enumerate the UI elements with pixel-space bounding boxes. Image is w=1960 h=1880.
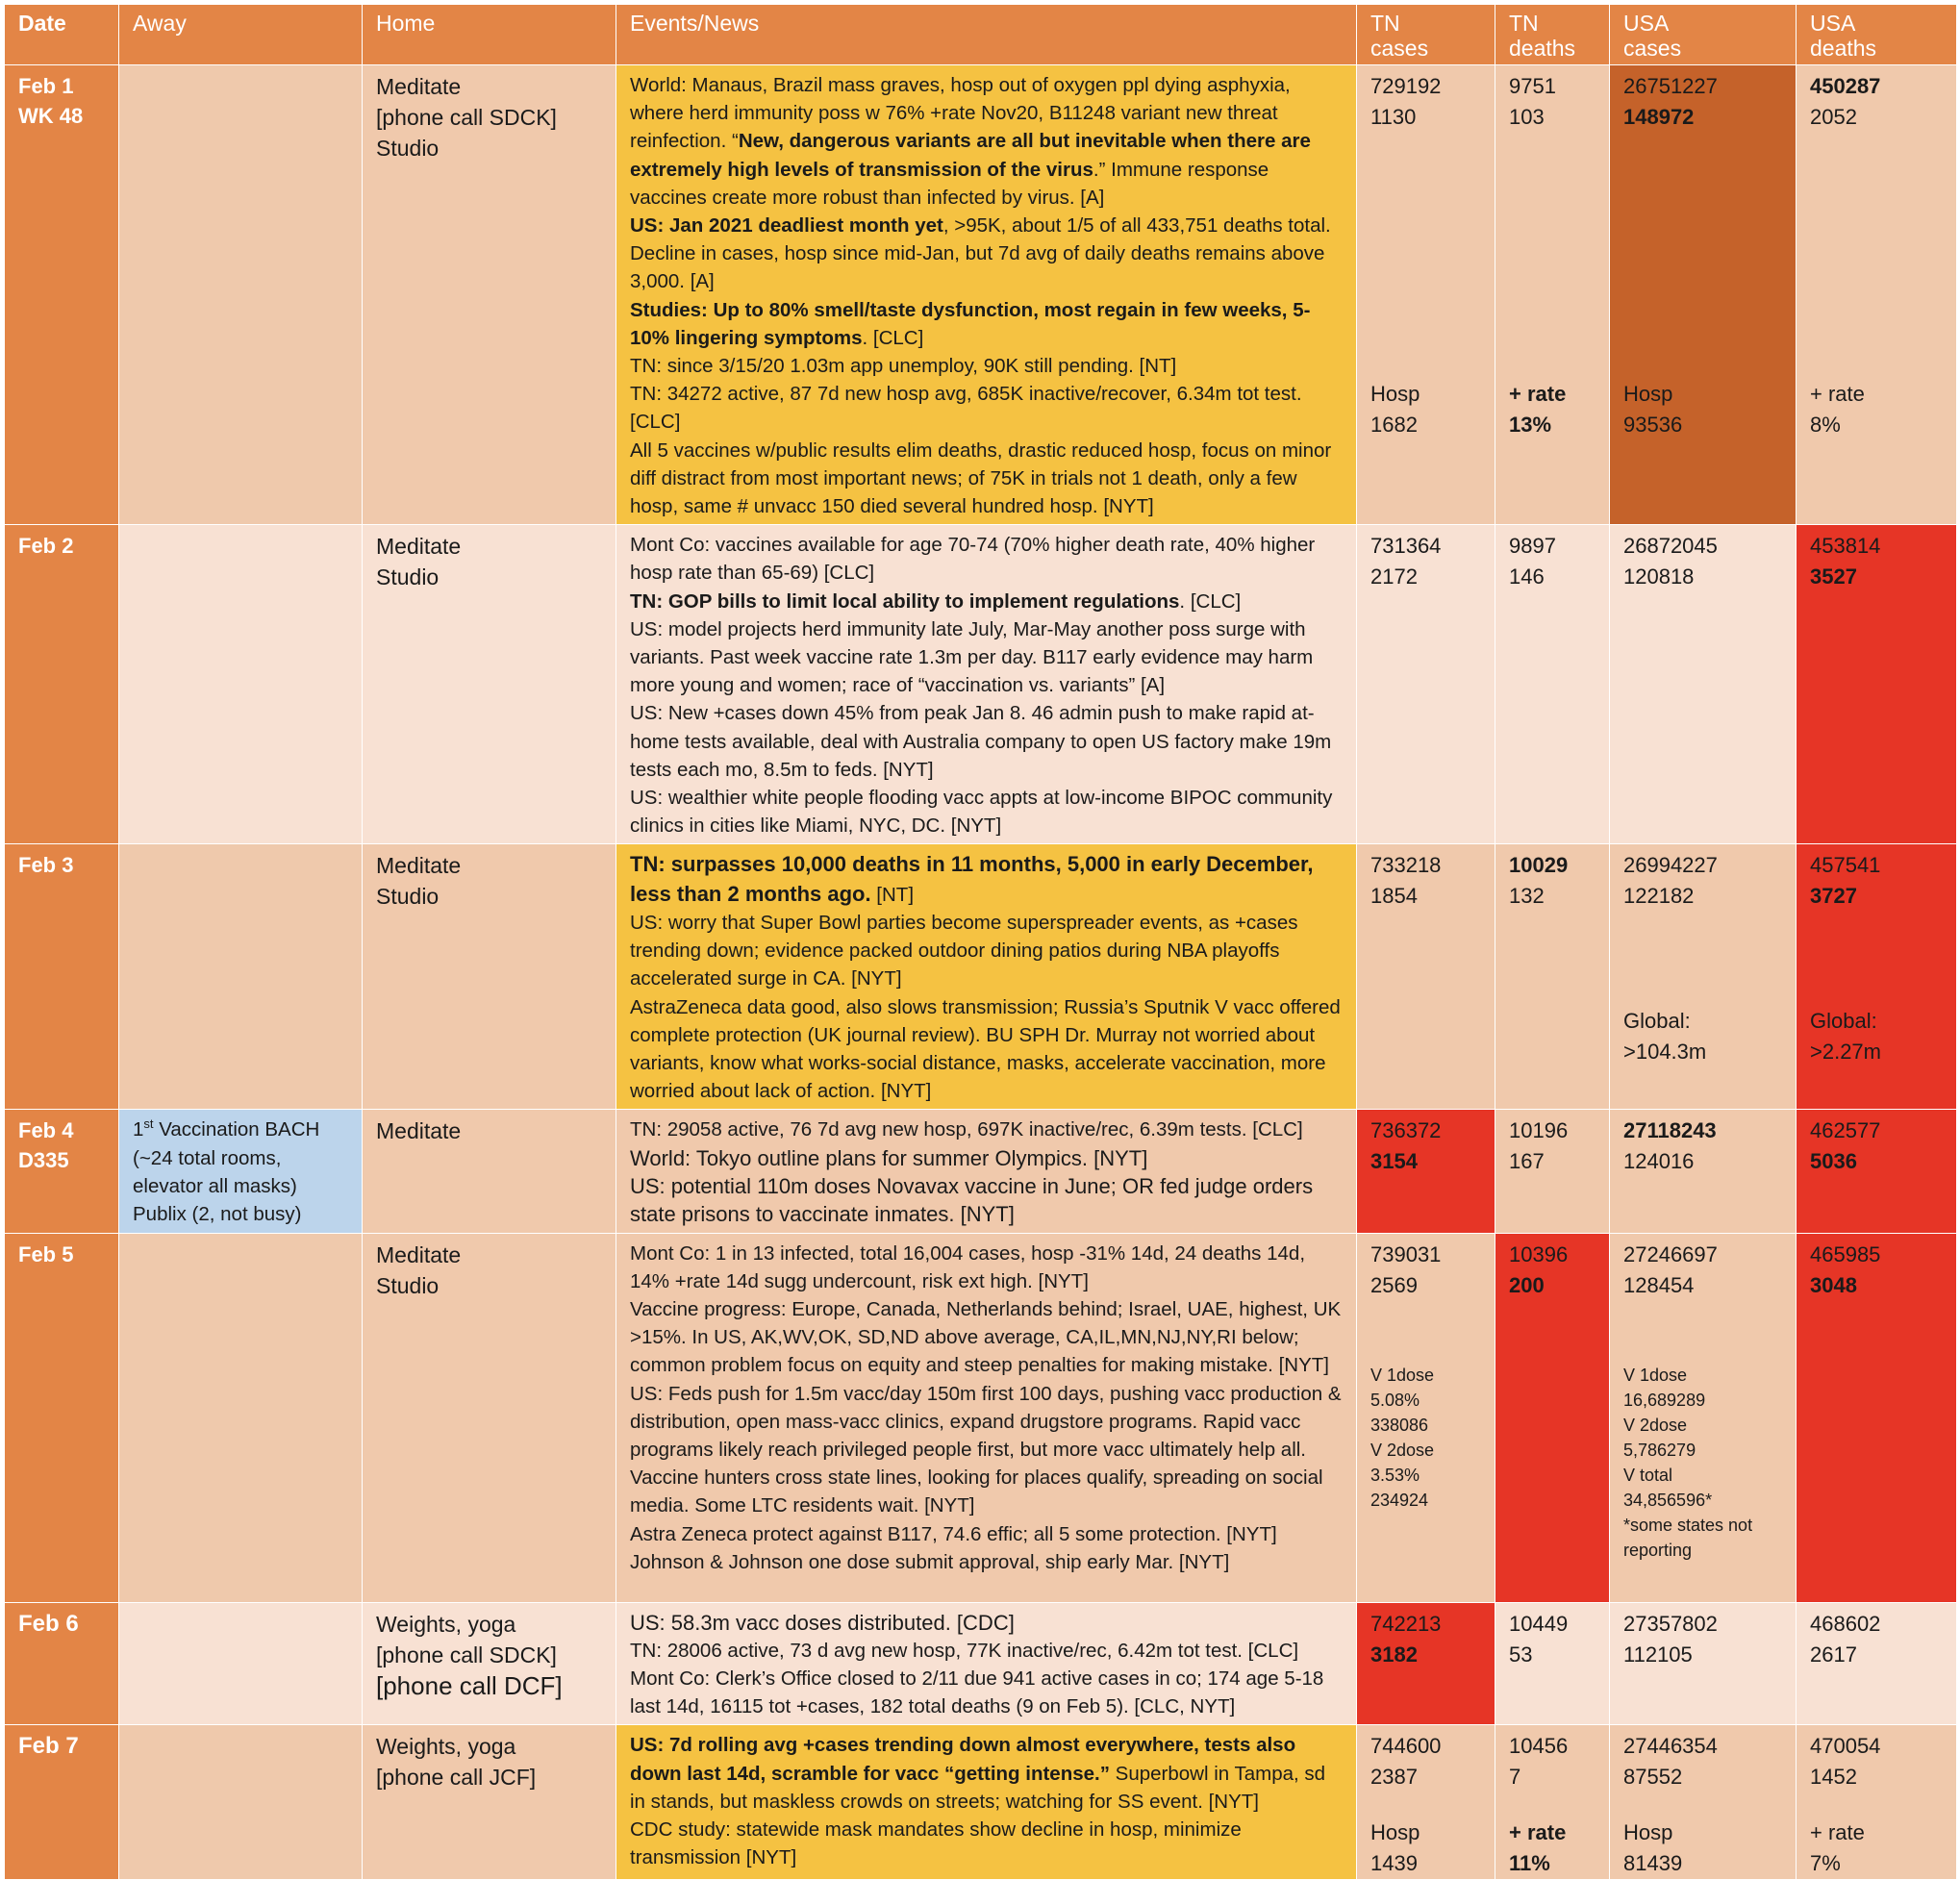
table-row xyxy=(5,1110,1957,1233)
tn-cases-cell: 729192 1130 Hosp 1682 xyxy=(1357,65,1495,525)
events-cell: Mont Co: vaccines available for age 70-74 (70% higher death rate, 40% higher hosp rate than 65-69) [CLC] TN: GOP bills to limit local ability to implement regulations. [CLC] US: model projects herd immunity late July, Mar-May another poss surge with variants. Past week vaccine rate 1.3m per day. B117 early evidence may harm more young and women; race of “vaccination vs. variants” [A] US: New +cases down 45% from peak Jan 8. 46 admin push to make rapid at-home tests available, deal with Australia company to open US factory make 19m tests each mo, 8.5m to feds. [NYT] US: wealthier white people flooding vacc appts at low-income BIPOC community clinics in cities like Miami, NYC, DC. [NYT] xyxy=(616,525,1357,844)
table-row xyxy=(5,1233,1957,1602)
tn-cases-cell: 731364 2172 xyxy=(1357,525,1495,844)
home-cell: Meditate xyxy=(363,1110,616,1233)
tn-deaths-cell: 10449 53 xyxy=(1495,1602,1610,1725)
table-row xyxy=(5,65,1957,525)
usa-deaths-cell: 453814 3527 xyxy=(1797,525,1957,844)
date-cell: Feb 3 xyxy=(5,844,119,1110)
usa-cases-cell: 27118243 124016 xyxy=(1610,1110,1797,1233)
away-cell xyxy=(119,1602,363,1725)
tn-deaths-cell: 10029 132 xyxy=(1495,844,1610,1110)
home-cell: Meditate Studio xyxy=(363,844,616,1110)
header-usa-deaths: USA deaths xyxy=(1797,5,1957,65)
tn-deaths-cell: 9897 146 xyxy=(1495,525,1610,844)
header-usa-cases: USA cases xyxy=(1610,5,1797,65)
usa-deaths-cell: 457541 3727 Global: >2.27m xyxy=(1797,844,1957,1110)
header-row xyxy=(5,5,1957,65)
tn-deaths-cell: 10456 7 + rate 11% xyxy=(1495,1725,1610,1880)
tn-cases-cell: 742213 3182 xyxy=(1357,1602,1495,1725)
away-cell xyxy=(119,844,363,1110)
away-cell: 1st Vaccination BACH (~24 total rooms, elevator all masks) Publix (2, not busy) xyxy=(119,1110,363,1233)
date-cell: Feb 4 D335 xyxy=(5,1110,119,1233)
tn-cases-cell: 739031 2569 V 1dose 5.08% 338086 V 2dose 3.53% 234924 xyxy=(1357,1233,1495,1602)
usa-cases-cell: 27246697 128454 V 1dose 16,689289 V 2dose 5,786279 V total 34,856596* *some states not reporting xyxy=(1610,1233,1797,1602)
events-cell: Mont Co: 1 in 13 infected, total 16,004 cases, hosp -31% 14d, 24 deaths 14d, 14% +rate 14d sugg undercount, risk ext high. [NYT] Vaccine progress: Europe, Canada, Netherlands behind; Israel, UAE, highest, UK >15%. In US, AK,WV,OK, SD,ND above average, CA,IL,MN,NJ,NY,RI below; common problem focus on equity and steep penalties for making mistake. [NYT] US: Feds push for 1.5m vacc/day 150m first 100 days, pushing vacc production & distribution, open mass-vacc clinics, expand drugstore programs. Rapid vacc programs likely reach privileged people first, but more vacc ultimately help all. Vaccine hunters cross state lines, looking for places qualify, spreading on social media. Some LTC residents wait. [NYT] Astra Zeneca protect against B117, 74.6 effic; all 5 some protection. [NYT] Johnson & Johnson one dose submit approval, ship early Mar. [NYT] xyxy=(616,1233,1357,1602)
usa-deaths-cell: 470054 1452 + rate 7% xyxy=(1797,1725,1957,1880)
tn-cases-cell: 744600 2387 Hosp 1439 xyxy=(1357,1725,1495,1880)
away-cell xyxy=(119,1233,363,1602)
home-cell: Meditate Studio xyxy=(363,1233,616,1602)
header-events: Events/News xyxy=(616,5,1357,65)
usa-deaths-cell: 468602 2617 xyxy=(1797,1602,1957,1725)
tn-deaths-cell: 10196 167 xyxy=(1495,1110,1610,1233)
covid-log-table xyxy=(4,4,1957,1880)
tn-cases-cell: 736372 3154 xyxy=(1357,1110,1495,1233)
usa-cases-cell: 26872045 120818 xyxy=(1610,525,1797,844)
tn-deaths-cell: 10396 200 xyxy=(1495,1233,1610,1602)
usa-cases-cell: 26994227 122182 Global: >104.3m xyxy=(1610,844,1797,1110)
away-cell xyxy=(119,1725,363,1880)
table-row xyxy=(5,525,1957,844)
away-cell xyxy=(119,525,363,844)
tn-deaths-cell: 9751 103 + rate 13% xyxy=(1495,65,1610,525)
home-cell: Meditate [phone call SDCK] Studio xyxy=(363,65,616,525)
usa-cases-cell: 26751227 148972 Hosp 93536 xyxy=(1610,65,1797,525)
away-cell xyxy=(119,65,363,525)
events-cell: TN: 29058 active, 76 7d avg new hosp, 697K inactive/rec, 6.39m tests. [CLC] World: Tokyo outline plans for summer Olympics. [NYT] US: potential 110m doses Novavax vaccine in June; OR fed judge orders state prisons to vaccinate inmates. [NYT] xyxy=(616,1110,1357,1233)
header-date: Date xyxy=(5,5,119,65)
header-away: Away xyxy=(119,5,363,65)
usa-deaths-cell: 465985 3048 xyxy=(1797,1233,1957,1602)
home-cell: Weights, yoga [phone call JCF] xyxy=(363,1725,616,1880)
events-cell: US: 7d rolling avg +cases trending down almost everywhere, tests also down last 14d, scramble for vacc “getting intense.” Superbowl in Tampa, sd in stands, but maskless crowds on streets; watching for SS event. [NYT] CDC study: statewide mask mandates show decline in hosp, minimize transmission [NYT] xyxy=(616,1725,1357,1880)
header-home: Home xyxy=(363,5,616,65)
home-cell: Meditate Studio xyxy=(363,525,616,844)
table-row xyxy=(5,1725,1957,1880)
header-tn-deaths: TN deaths xyxy=(1495,5,1610,65)
table-row xyxy=(5,1602,1957,1725)
usa-cases-cell: 27357802 112105 xyxy=(1610,1602,1797,1725)
events-cell: TN: surpasses 10,000 deaths in 11 months, 5,000 in early December, less than 2 months ago. [NT] US: worry that Super Bowl parties become superspreader events, as +cases trending down; evidence packed outdoor dining patios during NBA playoffs accelerated surge in CA. [NYT] AstraZeneca data good, also slows transmission; Russia’s Sputnik V vacc offered complete protection (UK journal review). BU SPH Dr. Murray not worried about variants, know what works-social distance, masks, accelerate vaccination, more worried about lack of action. [NYT] xyxy=(616,844,1357,1110)
events-cell: World: Manaus, Brazil mass graves, hosp out of oxygen ppl dying asphyxia, where herd immunity poss w 76% +rate Nov20, B11248 variant new threat reinfection. “New, dangerous variants are all but inevitable when there are extremely high levels of transmission of the virus.” Immune response vaccines create more robust than infected by virus. [A] US: Jan 2021 deadliest month yet, >95K, about 1/5 of all 433,751 deaths total. Decline in cases, hosp since mid-Jan, but 7d avg of daily deaths remains above 3,000. [A] Studies: Up to 80% smell/taste dysfunction, most regain in few weeks, 5-10% lingering symptoms. [CLC] TN: since 3/15/20 1.03m app unemploy, 90K still pending. [NT] TN: 34272 active, 87 7d new hosp avg, 685K inactive/recover, 6.34m tot test. [CLC] All 5 vaccines w/public results elim deaths, drastic reduced hosp, focus on minor diff distract from most important news; of 75K in trials not 1 death, only a few hosp, same # unvacc 150 died several hundred hosp. [NYT] xyxy=(616,65,1357,525)
table-row xyxy=(5,844,1957,1110)
home-cell: Weights, yoga [phone call SDCK] [phone call DCF] xyxy=(363,1602,616,1725)
tn-cases-cell: 733218 1854 xyxy=(1357,844,1495,1110)
date-cell: Feb 6 xyxy=(5,1602,119,1725)
date-cell: Feb 7 xyxy=(5,1725,119,1880)
usa-deaths-cell: 450287 2052 + rate 8% xyxy=(1797,65,1957,525)
usa-cases-cell: 27446354 87552 Hosp 81439 xyxy=(1610,1725,1797,1880)
date-cell: Feb 1 WK 48 xyxy=(5,65,119,525)
date-cell: Feb 5 xyxy=(5,1233,119,1602)
events-cell: US: 58.3m vacc doses distributed. [CDC] TN: 28006 active, 73 d avg new hosp, 77K inactive/rec, 6.42m tot test. [CLC] Mont Co: Clerk’s Office closed to 2/11 due 941 active cases in co; 174 age 5-18 last 14d, 16115 tot +cases, 182 total deaths (9 on Feb 5). [CLC, NYT] xyxy=(616,1602,1357,1725)
usa-deaths-cell: 462577 5036 xyxy=(1797,1110,1957,1233)
date-cell: Feb 2 xyxy=(5,525,119,844)
header-tn-cases: TN cases xyxy=(1357,5,1495,65)
